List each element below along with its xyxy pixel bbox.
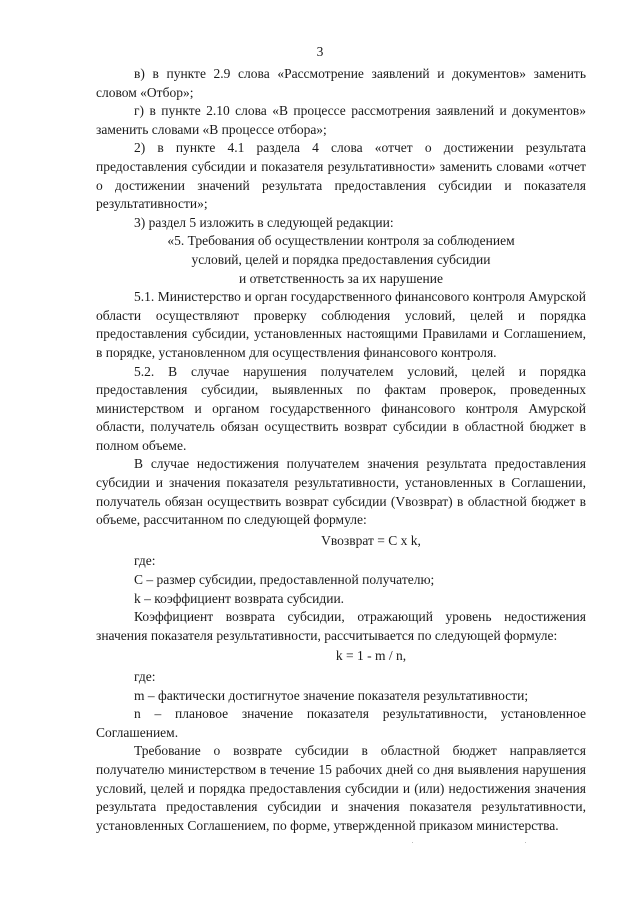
document-body	[96, 65, 586, 835]
paragraph-5-1: 5.1. Министерство и орган государственного финансового контроля Амурской области осуществляют проверку соблюдения условий, целей и порядка предоставления субсидии, установленных настоящими Правилами и Соглашением, в порядке, установленном для осуществления финансового контроля.	[96, 289, 586, 360]
section-heading-line-1: «5. Требования об осуществлении контроля за соблюдением	[167, 233, 515, 249]
paragraph-item-2: 2) в пункте 4.1 раздела 4 слова «отчет о достижении результата предоставления субсидии и показателя результативности» заменить словами «отчет о достижении значений результата предоставления субсидии и показателя результативности»;	[96, 140, 586, 212]
formula-vozvrat: Vвозврат = C x k,	[321, 532, 421, 548]
where-label-1: где:	[134, 553, 156, 569]
paragraph-trebovanie: Требование о возврате субсидии в областной бюджет направляется получателю министерством в течение 15 рабочих дней со дня выявления нарушения условий, целей и порядка предоставления субсидии и (или) недостижения значения результата предоставления субсидии и значения показателя результативности, установленных Соглашением, по форме, утвержденной приказом министерства.	[96, 743, 586, 833]
definition-m: m – фактически достигнутое значение показателя результативности;	[134, 687, 529, 703]
paragraph-5-2: 5.2. В случае нарушения получателем условий, целей и порядка предоставления субсидии, выявленных по фактам проверок, проведенных министерством и органом государственного финансового контроля Амурской области, получатель обязан осуществить возврат субсидии в областной бюджет в полном объеме.	[96, 363, 586, 453]
paragraph-koefficient: Коэффициент возврата субсидии, отражающий уровень недостижения значения показателя результативности, рассчитывается по следующей формуле:	[96, 609, 586, 643]
paragraph-nedostizhenie: В случае недостижения получателем значения результата предоставления субсидии и значения показателя результативности, установленных в Соглашении, получатель обязан осуществить возврат субсидии (Vвозврат) в областной бюджет в объеме, рассчитанном по следующей формуле:	[96, 456, 586, 528]
where-label-2: где:	[134, 669, 156, 684]
paragraph-item-v: в) в пункте 2.9 слова «Рассмотрение заявлений и документов» заменить словом «Отбор»;	[96, 66, 586, 100]
scan-dot	[525, 842, 526, 843]
formula-k: k = 1 - m / n,	[335, 648, 407, 664]
definition-c: C – размер субсидии, предоставленной получателю;	[134, 572, 435, 588]
paragraph-item-g: г) в пункте 2.10 слова «В процессе рассмотрения заявлений и документов» заменить словами «В процессе отбора»;	[96, 103, 586, 137]
section-heading	[96, 232, 586, 288]
paragraph-item-3: 3) раздел 5 изложить в следующей редакции:	[134, 214, 394, 230]
page-number: 3	[316, 44, 324, 59]
definition-n: n – плановое значение показателя результативности, установленное Соглашением.	[96, 706, 586, 740]
definition-k: k – коэффициент возврата субсидии.	[134, 590, 345, 606]
section-heading-line-2: условий, целей и порядка предоставления субсидии	[191, 251, 491, 267]
scan-dot	[412, 842, 413, 843]
section-heading-line-3: и ответственность за их нарушение	[239, 270, 443, 286]
